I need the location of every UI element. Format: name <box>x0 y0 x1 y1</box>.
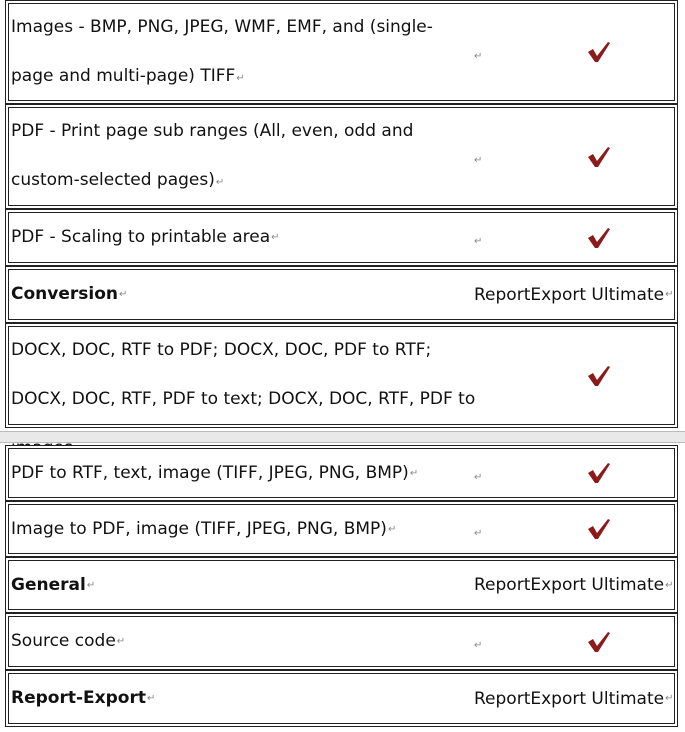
cell-end-mark: ↵ <box>409 467 419 479</box>
cell-end-mark: ↵ <box>236 73 245 84</box>
table-row <box>5 266 678 323</box>
feature-text: Images - BMP, PNG, JPEG, WMF, EMF, and (single-page and multi-page) TIFF <box>11 17 433 86</box>
section-header-cell <box>11 267 471 322</box>
cell-end-mark: ↵ <box>474 527 483 539</box>
feature-cell <box>11 502 471 556</box>
product-cell <box>474 558 673 612</box>
product-name: ReportExport Ultimate <box>474 688 665 709</box>
feature-text: PDF - Scaling to printable area <box>11 227 271 247</box>
cell-end-mark: ↵ <box>387 523 397 535</box>
checkmark-icon <box>586 210 612 265</box>
cell-end-mark: ↵ <box>474 50 483 62</box>
cell-end-mark: ↵ <box>474 236 483 247</box>
cell-end-mark: ↵ <box>474 471 483 483</box>
cell-end-mark: ↵ <box>474 640 483 651</box>
cell-end-mark: ↵ <box>118 289 128 300</box>
cell-end-mark: ↵ <box>146 693 156 704</box>
feature-cell <box>11 614 471 669</box>
table-row <box>5 445 678 501</box>
feature-cell <box>11 107 471 207</box>
section-title: Report-Export <box>11 688 146 708</box>
checkmark-icon <box>586 614 612 669</box>
table-row <box>5 670 678 727</box>
table-row <box>5 613 678 670</box>
section-title: General <box>11 574 86 595</box>
cell-end-mark: ↵ <box>474 155 483 166</box>
feature-cell <box>11 3 471 103</box>
checkmark-icon <box>586 446 612 500</box>
feature-text: PDF - Print page sub ranges (All, even, odd and custom-selected pages) <box>11 121 414 190</box>
product-name: ReportExport Ultimate <box>474 575 665 595</box>
cell-end-mark: ↵ <box>271 232 280 243</box>
cell-end-mark: ↵ <box>215 177 225 188</box>
feature-cell <box>11 446 471 500</box>
feature-text: DOCX, DOC, RTF to PDF; DOCX, DOC, PDF to RTF; DOCX, DOC, RTF, PDF to text; DOCX, DOC, RTF, PDF to <box>11 340 476 409</box>
checkmark-icon <box>586 324 612 427</box>
cell-end-mark: ↵ <box>665 289 674 300</box>
page-break <box>0 431 685 443</box>
feature-cell <box>11 210 471 265</box>
table-row <box>5 557 678 613</box>
product-cell <box>474 267 673 322</box>
feature-text: Source code <box>11 631 116 651</box>
section-title: Conversion <box>11 284 118 304</box>
section-header-cell <box>11 558 471 612</box>
table-row <box>5 0 678 104</box>
product-cell <box>474 671 673 726</box>
cell-end-mark: ↵ <box>665 693 674 704</box>
cell-end-mark: ↵ <box>86 579 96 591</box>
feature-text: Image to PDF, image (TIFF, JPEG, PNG, BMP) <box>11 518 387 539</box>
product-name: ReportExport Ultimate <box>474 284 665 305</box>
section-header-cell <box>11 671 471 726</box>
checkmark-icon <box>586 105 612 208</box>
cell-end-mark: ↵ <box>116 636 126 647</box>
checkmark-icon <box>586 502 612 556</box>
cell-end-mark: ↵ <box>665 579 674 591</box>
checkmark-icon <box>586 1 612 103</box>
table-row <box>5 501 678 557</box>
feature-text: PDF to RTF, text, image (TIFF, JPEG, PNG, BMP) <box>11 462 409 483</box>
table-row <box>5 209 678 266</box>
table-row <box>5 104 678 209</box>
table-row <box>5 323 678 428</box>
